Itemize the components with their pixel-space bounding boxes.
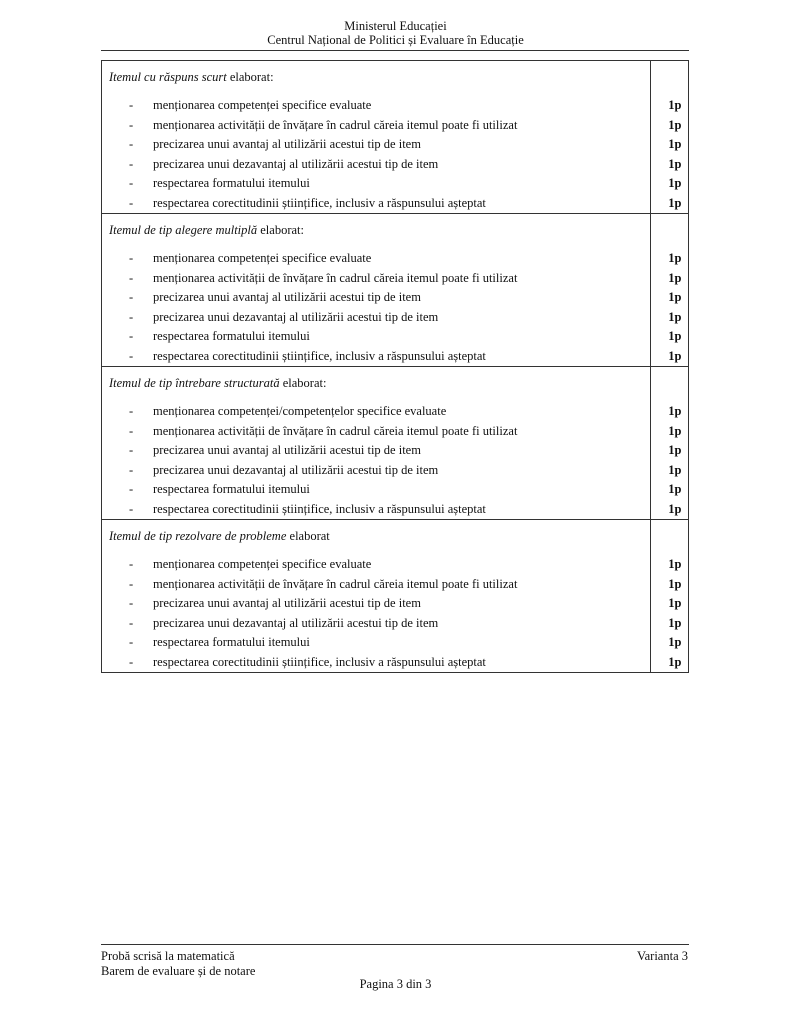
criterion-item: [109, 575, 650, 595]
page-header: [0, 19, 791, 47]
criterion-text: precizarea unui dezavantaj al utilizării acestui tip de item: [153, 462, 439, 477]
criterion-text: precizarea unui avantaj al utilizării acestui tip de item: [153, 137, 421, 151]
criterion-text: respectarea formatului itemului: [153, 329, 310, 343]
criterion-dash: -: [129, 309, 134, 324]
criterion-item: [109, 116, 650, 136]
footer-exam-name: Probă scrisă la matematică: [101, 949, 235, 963]
section-title: [109, 376, 650, 395]
criteria-list: [109, 402, 650, 519]
criterion-text: precizarea unui dezavantaj al utilizării acestui tip de item: [153, 309, 439, 324]
criterion-points: 1p: [668, 348, 682, 363]
criterion-text: respectarea corectitudinii științifice, inclusiv a răspunsului așteptat: [153, 195, 486, 210]
criterion-text: precizarea unui avantaj al utilizării acestui tip de item: [153, 443, 421, 457]
criterion-item: [109, 155, 650, 175]
criterion-text: respectarea formatului itemului: [153, 482, 310, 496]
criterion-dash: -: [129, 404, 134, 418]
section-title-item-type: Itemul de tip alegere multiplă: [109, 223, 258, 237]
criterion-points: 1p: [668, 635, 682, 649]
footer-barem: Barem de evaluare și de notare: [101, 963, 256, 978]
criterion-points: 1p: [668, 290, 682, 304]
section-title-item-type: Itemul cu răspuns scurt: [109, 70, 227, 84]
criterion-points: 1p: [668, 443, 682, 457]
criterion-text: precizarea unui dezavantaj al utilizării acestui tip de item: [153, 156, 439, 171]
header-center: Centrul Național de Politici și Evaluare în Educație: [267, 33, 524, 47]
section-title-suffix: elaborat:: [279, 376, 327, 390]
criterion-item: [109, 96, 650, 116]
criterion-dash: -: [129, 654, 134, 669]
criterion-points: 1p: [668, 98, 682, 112]
section-title-suffix: elaborat:: [226, 70, 274, 84]
criterion-dash: -: [129, 462, 134, 477]
footer-page-number: Pagina 3 din 3: [359, 977, 432, 991]
criterion-points: 1p: [668, 482, 682, 496]
criterion-text: menționarea competenței specifice evaluate: [153, 557, 372, 571]
criterion-dash: -: [129, 176, 134, 190]
criterion-dash: -: [129, 557, 134, 571]
criterion-item: [109, 441, 650, 461]
criterion-text: menționarea competenței specifice evaluate: [153, 251, 372, 265]
criterion-dash: -: [129, 270, 134, 285]
criterion-points: 1p: [668, 615, 682, 630]
criterion-text: precizarea unui avantaj al utilizării acestui tip de item: [153, 596, 421, 610]
criterion-item: [109, 135, 650, 155]
criterion-text: respectarea corectitudinii științifice, inclusiv a răspunsului așteptat: [153, 501, 486, 516]
criterion-item: [109, 194, 650, 214]
points-list: [651, 96, 688, 213]
section-criteria-cell: [102, 214, 651, 367]
criteria-list: [109, 555, 650, 672]
criterion-item: [109, 347, 650, 367]
rubric-section: [102, 367, 689, 520]
criterion-dash: -: [129, 501, 134, 516]
criterion-item: [109, 555, 650, 575]
section-criteria-cell: [102, 520, 651, 673]
criterion-dash: -: [129, 117, 134, 132]
section-title: [109, 70, 650, 89]
criterion-item: [109, 402, 650, 422]
criterion-points: 1p: [668, 404, 682, 418]
section-criteria-cell: [102, 61, 651, 214]
section-title: [109, 529, 650, 548]
criterion-text: respectarea formatului itemului: [153, 635, 310, 649]
criterion-dash: -: [129, 195, 134, 210]
criterion-dash: -: [129, 615, 134, 630]
header-ministry: Ministerul Educației: [344, 19, 447, 33]
criterion-item: [109, 461, 650, 481]
criterion-points: 1p: [668, 156, 682, 171]
criterion-text: precizarea unui avantaj al utilizării acestui tip de item: [153, 290, 421, 304]
criterion-points: 1p: [668, 137, 682, 151]
points-list: [651, 555, 688, 672]
criterion-item: [109, 614, 650, 634]
criterion-item: [109, 174, 650, 194]
criterion-item: [109, 500, 650, 520]
section-title-suffix: elaborat: [286, 529, 330, 543]
criterion-points: 1p: [668, 596, 682, 610]
criterion-points: 1p: [668, 251, 682, 265]
footer-divider: [101, 944, 689, 945]
criterion-dash: -: [129, 596, 134, 610]
rubric-section: [102, 61, 689, 214]
criterion-dash: -: [129, 635, 134, 649]
criterion-dash: -: [129, 482, 134, 496]
criterion-dash: -: [129, 443, 134, 457]
points-list: [651, 402, 688, 519]
footer-left: [101, 949, 255, 978]
criterion-text: menționarea activității de învățare în cadrul căreia itemul poate fi utilizat: [153, 423, 518, 438]
criterion-item: [109, 269, 650, 289]
criterion-dash: -: [129, 98, 134, 112]
section-points-cell: [650, 520, 688, 673]
criterion-dash: -: [129, 423, 134, 438]
section-title: [109, 223, 650, 242]
criterion-points: 1p: [668, 329, 682, 343]
criterion-item: [109, 653, 650, 673]
criterion-item: [109, 308, 650, 328]
criterion-item: [109, 327, 650, 347]
criterion-dash: -: [129, 329, 134, 343]
criterion-item: [109, 480, 650, 500]
criterion-item: [109, 422, 650, 442]
criterion-points: 1p: [668, 117, 682, 132]
criterion-dash: -: [129, 251, 134, 265]
criterion-points: 1p: [668, 654, 682, 669]
criterion-points: 1p: [668, 576, 682, 591]
section-points-cell: [650, 214, 688, 367]
criterion-dash: -: [129, 156, 134, 171]
criterion-points: 1p: [668, 309, 682, 324]
criterion-text: respectarea corectitudinii științifice, inclusiv a răspunsului așteptat: [153, 348, 486, 363]
section-title-suffix: elaborat:: [257, 223, 304, 237]
criterion-points: 1p: [668, 176, 682, 190]
rubric-section: [102, 214, 689, 367]
rubric-table: [101, 60, 689, 673]
criterion-item: [109, 288, 650, 308]
criterion-text: menționarea activității de învățare în cadrul căreia itemul poate fi utilizat: [153, 576, 518, 591]
criterion-dash: -: [129, 348, 134, 363]
criterion-text: menționarea competenței/competențelor specifice evaluate: [153, 404, 447, 418]
criterion-points: 1p: [668, 195, 682, 210]
section-criteria-cell: [102, 367, 651, 520]
section-points-cell: [650, 367, 688, 520]
criterion-text: menționarea competenței specifice evaluate: [153, 98, 372, 112]
criterion-points: 1p: [668, 501, 682, 516]
criterion-dash: -: [129, 290, 134, 304]
criterion-text: menționarea activității de învățare în cadrul căreia itemul poate fi utilizat: [153, 117, 518, 132]
points-list: [651, 249, 688, 366]
criterion-dash: -: [129, 576, 134, 591]
criterion-text: menționarea activității de învățare în cadrul căreia itemul poate fi utilizat: [153, 270, 518, 285]
criterion-text: respectarea corectitudinii științifice, inclusiv a răspunsului așteptat: [153, 654, 486, 669]
criterion-points: 1p: [668, 462, 682, 477]
header-divider: [101, 50, 689, 51]
criterion-points: 1p: [668, 557, 682, 571]
section-title-item-type: Itemul de tip întrebare structurată: [109, 376, 280, 390]
criterion-points: 1p: [668, 270, 682, 285]
criterion-item: [109, 594, 650, 614]
rubric-section: [102, 520, 689, 673]
criteria-list: [109, 96, 650, 213]
footer-variant: Varianta 3: [636, 949, 688, 963]
criteria-list: [109, 249, 650, 366]
criterion-item: [109, 249, 650, 269]
criterion-item: [109, 633, 650, 653]
section-title-item-type: Itemul de tip rezolvare de probleme: [109, 529, 287, 543]
criterion-points: 1p: [668, 423, 682, 438]
section-points-cell: [650, 61, 688, 214]
criterion-text: precizarea unui dezavantaj al utilizării acestui tip de item: [153, 615, 439, 630]
criterion-dash: -: [129, 137, 134, 151]
criterion-text: respectarea formatului itemului: [153, 176, 310, 190]
